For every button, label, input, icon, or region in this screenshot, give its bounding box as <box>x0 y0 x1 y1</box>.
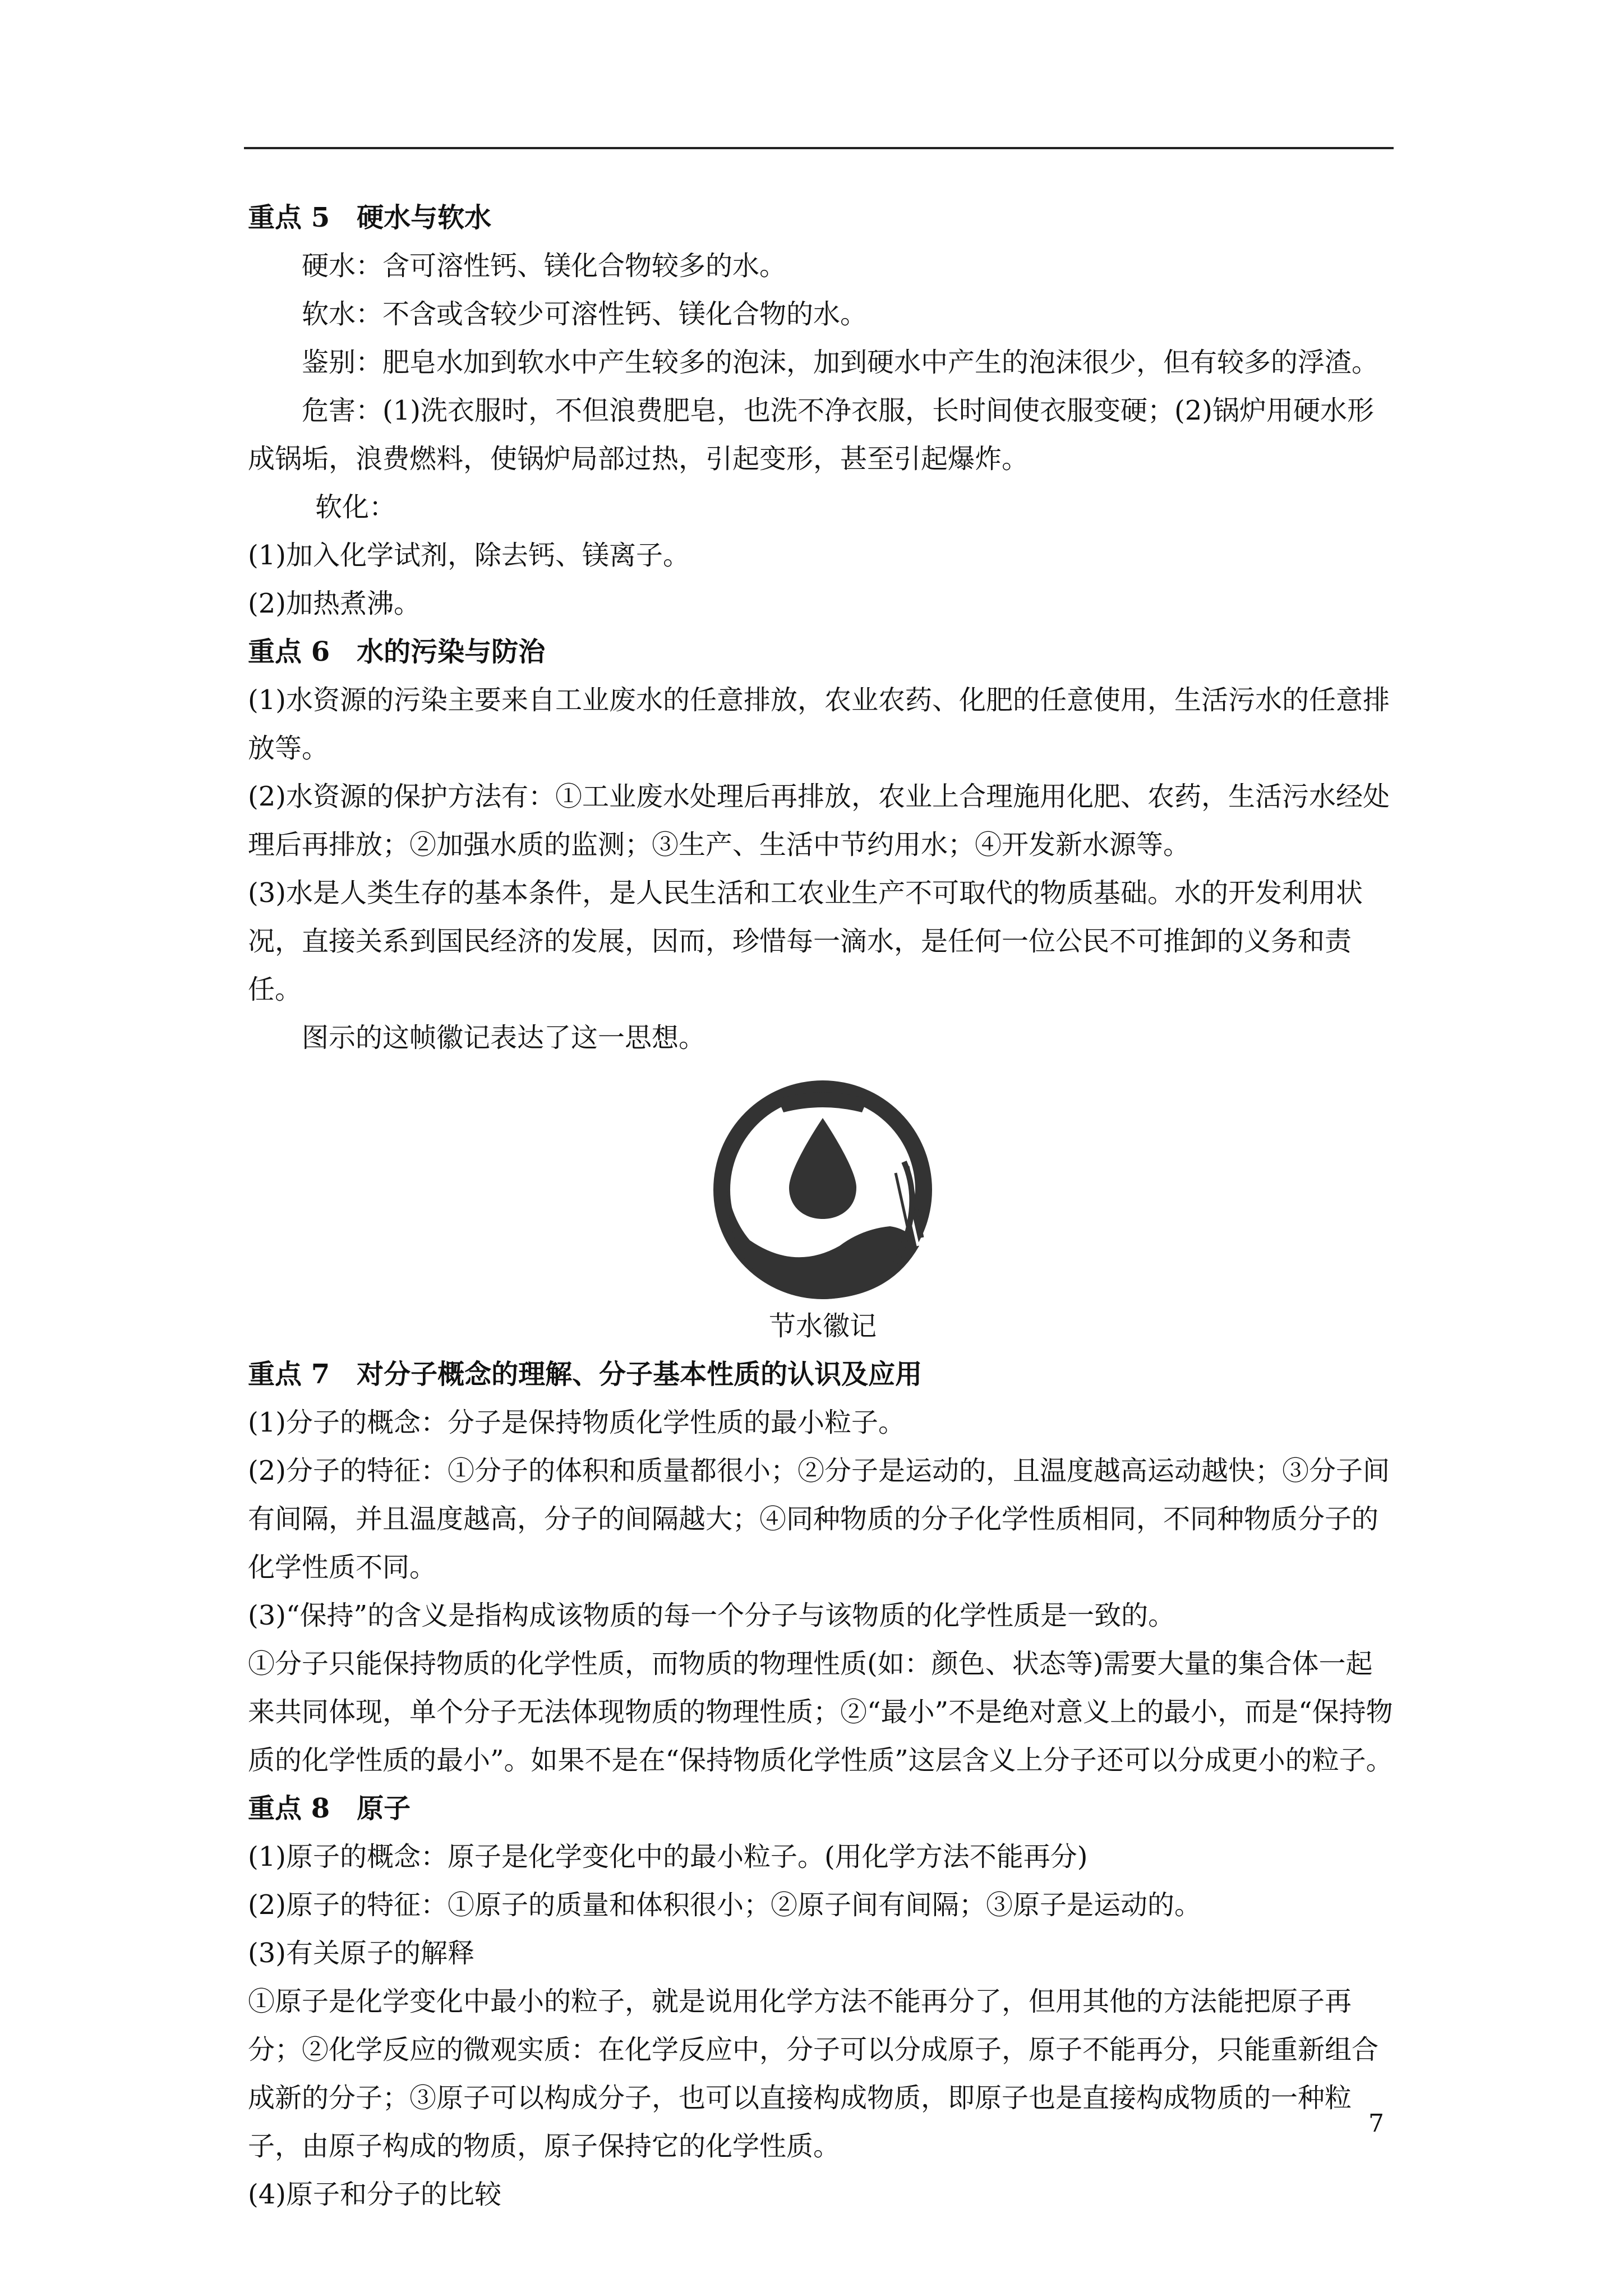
atom-concept: (1)原子的概念：原子是化学变化中的最小粒子。(用化学方法不能再分) <box>248 1841 1088 1872</box>
keep-meaning: (3)“保持”的含义是指构成该物质的每一个分子与该物质的化学性质是一致的。 <box>248 1600 1175 1631</box>
softening-method-2: (2)加热煮沸。 <box>248 588 421 619</box>
water-saving-emblem-icon <box>711 1078 935 1302</box>
atom-features: (2)原子的特征：①原子的质量和体积很小；②原子间有间隔；③原子是运动的。 <box>248 1889 1201 1921</box>
hard-water-definition: 硬水：含可溶性钙、镁化合物较多的水。 <box>302 250 787 282</box>
soft-water-definition: 软水：不含或含较少可溶性钙、镁化合物的水。 <box>302 298 868 330</box>
harm-text: 危害：(1)洗衣服时，不但浪费肥皂，也洗不净衣服，长时间使衣服变硬；(2)锅炉用硬水形成锅垢，浪费燃料，使锅炉局部过热，引起变形，甚至引起爆炸。 <box>248 395 1374 475</box>
emblem-intro: 图示的这帧徽记表达了这一思想。 <box>302 1022 706 1053</box>
emblem-figure <box>248 1078 1398 1350</box>
emblem-caption: 节水徽记 <box>768 1310 877 1342</box>
header-rule <box>244 147 1394 149</box>
softening-method-1: (1)加入化学试剂，除去钙、镁离子。 <box>248 540 690 571</box>
atom-explanation: ①原子是化学变化中最小的粒子，就是说用化学方法不能再分了，但用其他的方法能把原子再分；②化学反应的微观实质：在化学反应中，分子可以分成原子，原子不能再分，只能重新组合成新的分子；③原子可以构成分子，也可以直接构成物质，即原子也是直接构成物质的一种粒子，由原子构成的物质，原子保持它的化学性质。 <box>248 1986 1379 2162</box>
atom-explanation-title: (3)有关原子的解释 <box>248 1938 474 1969</box>
page-content <box>248 194 1398 2219</box>
section-7-heading: 重点 7 对分子概念的理解、分子基本性质的认识及应用 <box>248 1359 923 1390</box>
page-number: 7 <box>1368 2109 1384 2138</box>
section-8-heading: 重点 8 原子 <box>248 1793 411 1824</box>
identification-text: 鉴别：肥皂水加到软水中产生较多的泡沫，加到硬水中产生的泡沫很少，但有较多的浮渣。 <box>302 347 1379 378</box>
water-importance: (3)水是人类生存的基本条件，是人民生活和工农业生产不可取代的物质基础。水的开发利用状况，直接关系到国民经济的发展，因而，珍惜每一滴水，是任何一位公民不可推卸的义务和责任。 <box>248 877 1363 1005</box>
section-6-heading: 重点 6 水的污染与防治 <box>248 636 546 668</box>
molecule-features: (2)分子的特征：①分子的体积和质量都很小；②分子是运动的，且温度越高运动越快；③分子间有间隔，并且温度越高，分子的间隔越大；④同种物质的分子化学性质相同，不同种物质分子的化学性质不同。 <box>248 1455 1390 1583</box>
pollution-sources: (1)水资源的污染主要来自工业废水的任意排放，农业农药、化肥的任意使用，生活污水的任意排放等。 <box>248 684 1390 764</box>
protection-methods: (2)水资源的保护方法有：①工业废水处理后再排放，农业上合理施用化肥、农药，生活污水经处理后再排放；②加强水质的监测；③生产、生活中节约用水；④开发新水源等。 <box>248 781 1390 861</box>
molecule-concept: (1)分子的概念：分子是保持物质化学性质的最小粒子。 <box>248 1407 905 1438</box>
softening-label: 软化： <box>315 491 396 523</box>
molecule-notes: ①分子只能保持物质的化学性质，而物质的物理性质(如：颜色、状态等)需要大量的集合体一起来共同体现，单个分子无法体现物质的物理性质；②“最小”不是绝对意义上的最小，而是“保持物质的化学性质的最小”。如果不是在“保持物质化学性质”这层含义上分子还可以分成更小的粒子。 <box>248 1648 1393 1776</box>
section-5-heading: 重点 5 硬水与软水 <box>248 202 492 233</box>
atom-molecule-comparison: (4)原子和分子的比较 <box>248 2179 501 2210</box>
